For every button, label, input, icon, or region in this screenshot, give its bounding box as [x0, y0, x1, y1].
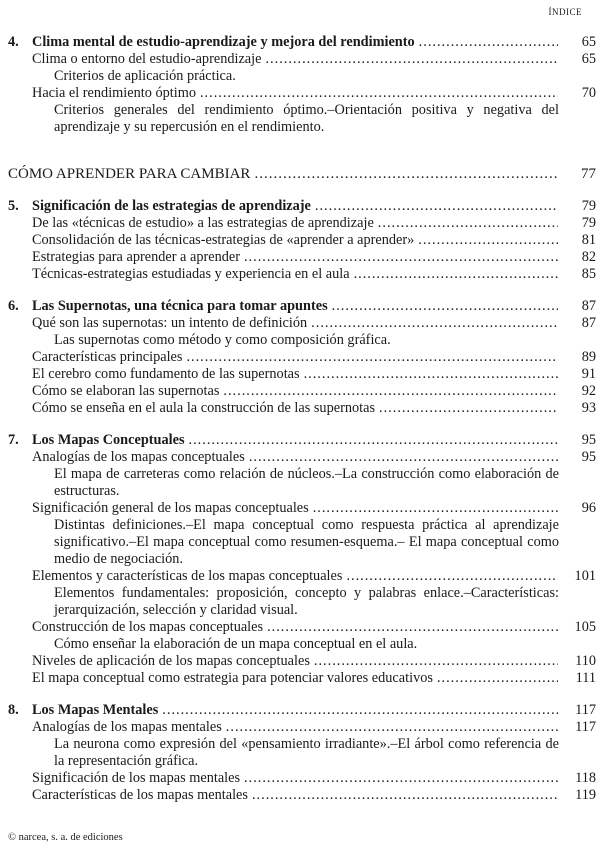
page-number: 87 [581, 315, 596, 331]
toc-part-entry[interactable] [8, 166, 596, 183]
dot-leader [244, 249, 558, 266]
toc-description: Criterios de aplicación práctica. [54, 68, 236, 84]
dot-leader [379, 400, 558, 417]
dot-leader [315, 198, 558, 215]
page-number: 95 [581, 432, 596, 448]
page-number: 91 [581, 366, 596, 382]
toc-description: La neurona como expresión del «pensamiento irradiante».–El árbol como referencia de la representación gráfica. [54, 736, 559, 769]
toc-section-entry[interactable] [8, 653, 596, 670]
page-number: 65 [581, 34, 596, 50]
dot-leader [354, 266, 558, 283]
toc-section-entry[interactable] [8, 400, 596, 417]
toc-title: Cómo se elaboran las supernotas [32, 383, 220, 399]
page-number: 110 [575, 653, 596, 669]
page-number: 77 [581, 166, 596, 182]
toc-title: CÓMO APRENDER PARA CAMBIAR [8, 166, 251, 182]
page-number: 111 [575, 670, 596, 686]
table-of-contents [8, 34, 596, 804]
toc-description: Criterios generales del rendimiento óptimo.–Orientación positiva y negativa del aprendizaje y su repercusión en el rendimiento. [54, 102, 559, 135]
toc-section-entry[interactable] [8, 315, 596, 332]
dot-leader [162, 702, 558, 719]
page-number: 65 [581, 51, 596, 67]
chapter-number: 5. [8, 198, 19, 214]
toc-section-entry[interactable] [8, 85, 596, 102]
toc-title: Los Mapas Conceptuales [32, 432, 185, 448]
toc-section-entry[interactable] [8, 787, 596, 804]
page-number: 79 [581, 198, 596, 214]
toc-title: Clima mental de estudio-aprendizaje y mejora del rendimiento [32, 34, 415, 50]
dot-leader [226, 719, 558, 736]
page-number: 82 [581, 249, 596, 265]
toc-title: Elementos y características de los mapas conceptuales [32, 568, 343, 584]
toc-description: El mapa de carreteras como relación de núcleos.–La construcción como elaboración de estructuras. [54, 466, 559, 499]
toc-section-entry[interactable] [8, 670, 596, 687]
toc-chapter-entry[interactable] [8, 34, 596, 51]
toc-title: Niveles de aplicación de los mapas conceptuales [32, 653, 310, 669]
dot-leader [265, 51, 558, 68]
dot-leader [332, 298, 558, 315]
spacer [8, 183, 596, 198]
chapter-number: 4. [8, 34, 19, 50]
toc-section-entry[interactable] [8, 719, 596, 736]
chapter-number: 8. [8, 702, 19, 718]
page-number: 70 [581, 85, 596, 101]
page-number: 96 [581, 500, 596, 516]
page-number: 85 [581, 266, 596, 282]
page-number: 92 [581, 383, 596, 399]
dot-leader [244, 770, 558, 787]
dot-leader [223, 383, 558, 400]
page-number: 81 [581, 232, 596, 248]
page-number: 87 [581, 298, 596, 314]
toc-title: Estrategias para aprender a aprender [32, 249, 240, 265]
toc-title: Técnicas-estrategias estudiadas y experiencia en el aula [32, 266, 350, 282]
toc-title: Clima o entorno del estudio-aprendizaje [32, 51, 262, 67]
spacer [8, 283, 596, 298]
page-number: 117 [575, 702, 596, 718]
toc-section-entry[interactable] [8, 366, 596, 383]
toc-title: Construcción de los mapas conceptuales [32, 619, 264, 635]
dot-leader [311, 315, 558, 332]
dot-leader [437, 670, 558, 687]
toc-title: Hacia el rendimiento óptimo [32, 85, 196, 101]
dot-leader [418, 232, 558, 249]
page-number: 119 [575, 787, 596, 803]
page-number: 101 [574, 568, 596, 584]
toc-section-entry[interactable] [8, 215, 596, 232]
toc-description: Las supernotas como método y como composición gráfica. [54, 332, 391, 348]
page-number: 79 [581, 215, 596, 231]
toc-section-entry[interactable] [8, 232, 596, 249]
dot-leader [249, 449, 558, 466]
spacer [8, 417, 596, 432]
dot-leader [419, 34, 558, 51]
toc-section-entry[interactable] [8, 249, 596, 266]
toc-description: Elementos fundamentales: proposición, concepto y palabras enlace.–Características: jerarquización, selección y claridad visual. [54, 585, 559, 618]
toc-title: Significación de los mapas mentales [32, 770, 241, 786]
toc-title: Significación de las estrategias de aprendizaje [32, 198, 311, 214]
toc-title: Qué son las supernotas: un intento de definición [32, 315, 308, 331]
toc-title: El mapa conceptual como estrategia para potenciar valores educativos [32, 670, 433, 686]
dot-leader [346, 568, 558, 585]
toc-chapter-entry[interactable] [8, 298, 596, 315]
page-number: 105 [574, 619, 596, 635]
toc-chapter-entry[interactable] [8, 702, 596, 719]
toc-description: Distintas definiciones.–El mapa conceptual como respuesta práctica al aprendizaje significativo.–El mapa conceptual como resumen-esquema.– El mapa conceptual como medio de negociación. [54, 517, 559, 567]
running-head: ÍNDICE [548, 7, 582, 17]
toc-title: Significación general de los mapas conceptuales [32, 500, 309, 516]
page-number: 93 [581, 400, 596, 416]
toc-title: Analogías de los mapas conceptuales [32, 449, 245, 465]
toc-title: Analogías de los mapas mentales [32, 719, 222, 735]
dot-leader [254, 166, 558, 183]
toc-section-entry[interactable] [8, 568, 596, 585]
toc-section-entry[interactable] [8, 383, 596, 400]
page-number: 89 [581, 349, 596, 365]
toc-section-entry[interactable] [8, 266, 596, 283]
toc-title: Las Supernotas, una técnica para tomar apuntes [32, 298, 328, 314]
toc-section-entry[interactable] [8, 349, 596, 366]
toc-section-entry[interactable] [8, 619, 596, 636]
dot-leader [378, 215, 558, 232]
toc-section-entry[interactable] [8, 770, 596, 787]
page-number: 118 [575, 770, 596, 786]
toc-description: Cómo enseñar la elaboración de un mapa conceptual en el aula. [54, 636, 418, 652]
spacer [8, 687, 596, 702]
dot-leader [314, 653, 558, 670]
page-number: 95 [581, 449, 596, 465]
dot-leader [267, 619, 558, 636]
dot-leader [200, 85, 558, 102]
spacer [8, 136, 596, 166]
dot-leader [313, 500, 558, 517]
toc-section-entry[interactable] [8, 449, 596, 466]
toc-title: El cerebro como fundamento de las supernotas [32, 366, 300, 382]
chapter-number: 7. [8, 432, 19, 448]
dot-leader [252, 787, 558, 804]
toc-title: Los Mapas Mentales [32, 702, 159, 718]
publisher-footer: © narcea, s. a. de ediciones [8, 832, 123, 843]
toc-section-entry[interactable] [8, 500, 596, 517]
page-number: 117 [575, 719, 596, 735]
toc-title: De las «técnicas de estudio» a las estrategias de aprendizaje [32, 215, 374, 231]
chapter-number: 6. [8, 298, 19, 314]
dot-leader [186, 349, 558, 366]
toc-title: Características de los mapas mentales [32, 787, 248, 803]
toc-section-entry[interactable] [8, 51, 596, 68]
toc-title: Consolidación de las técnicas-estrategias de «aprender a aprender» [32, 232, 415, 248]
toc-chapter-entry[interactable] [8, 432, 596, 449]
dot-leader [304, 366, 558, 383]
toc-chapter-entry[interactable] [8, 198, 596, 215]
toc-title: Características principales [32, 349, 183, 365]
toc-title: Cómo se enseña en el aula la construcción de las supernotas [32, 400, 376, 416]
dot-leader [189, 432, 558, 449]
